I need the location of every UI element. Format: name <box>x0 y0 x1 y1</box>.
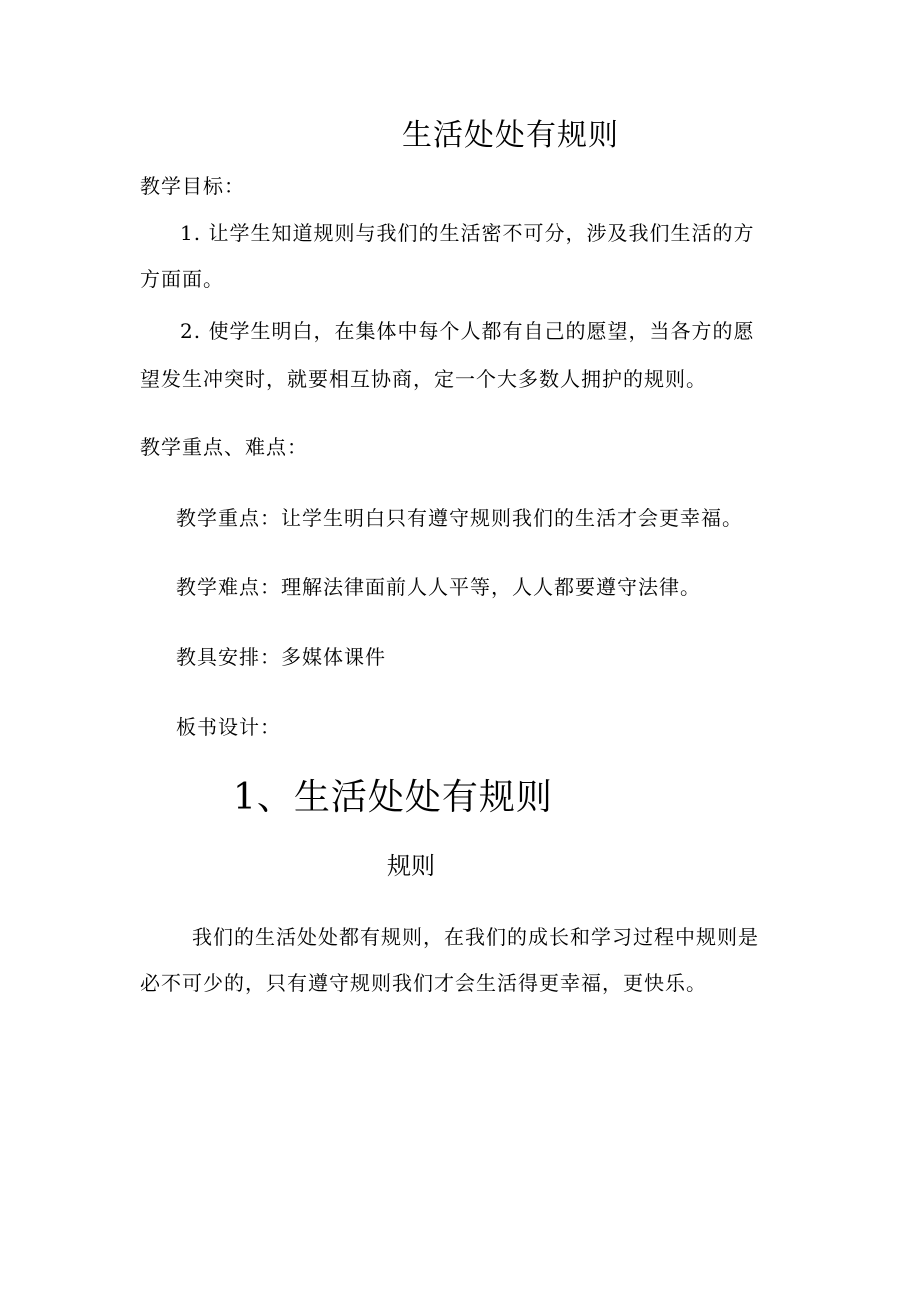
objective-2-line-2: 望发生冲突时，就要相互协商，定一个大多数人拥护的规则。 <box>140 367 707 391</box>
focus-heading: 教学重点、难点： <box>140 435 308 459</box>
objective-2-line-1: 2. 使学生明白，在集体中每个人都有自己的愿望，当各方的愿 <box>180 319 755 343</box>
objective-1-line-2: 方面面。 <box>140 267 224 291</box>
board-subtitle: 规则 <box>387 852 435 880</box>
board-title: 1、生活处处有规则 <box>233 777 553 818</box>
summary-line-2: 必不可少的，只有遵守规则我们才会生活得更幸福，更快乐。 <box>140 971 707 995</box>
board-design-label: 板书设计： <box>176 715 281 739</box>
focus-point: 教学重点：让学生明白只有遵守规则我们的生活才会更幸福。 <box>176 506 743 530</box>
difficulty-point: 教学难点：理解法律面前人人平等，人人都要遵守法律。 <box>176 575 701 599</box>
summary-line-1: 我们的生活处处都有规则，在我们的成长和学习过程中规则是 <box>192 925 759 949</box>
objective-1-line-1: 1. 让学生知道规则与我们的生活密不可分，涉及我们生活的方 <box>180 221 755 245</box>
materials: 教具安排：多媒体课件 <box>176 645 386 669</box>
objectives-heading: 教学目标： <box>140 174 245 198</box>
document-title: 生活处处有规则 <box>402 118 619 153</box>
